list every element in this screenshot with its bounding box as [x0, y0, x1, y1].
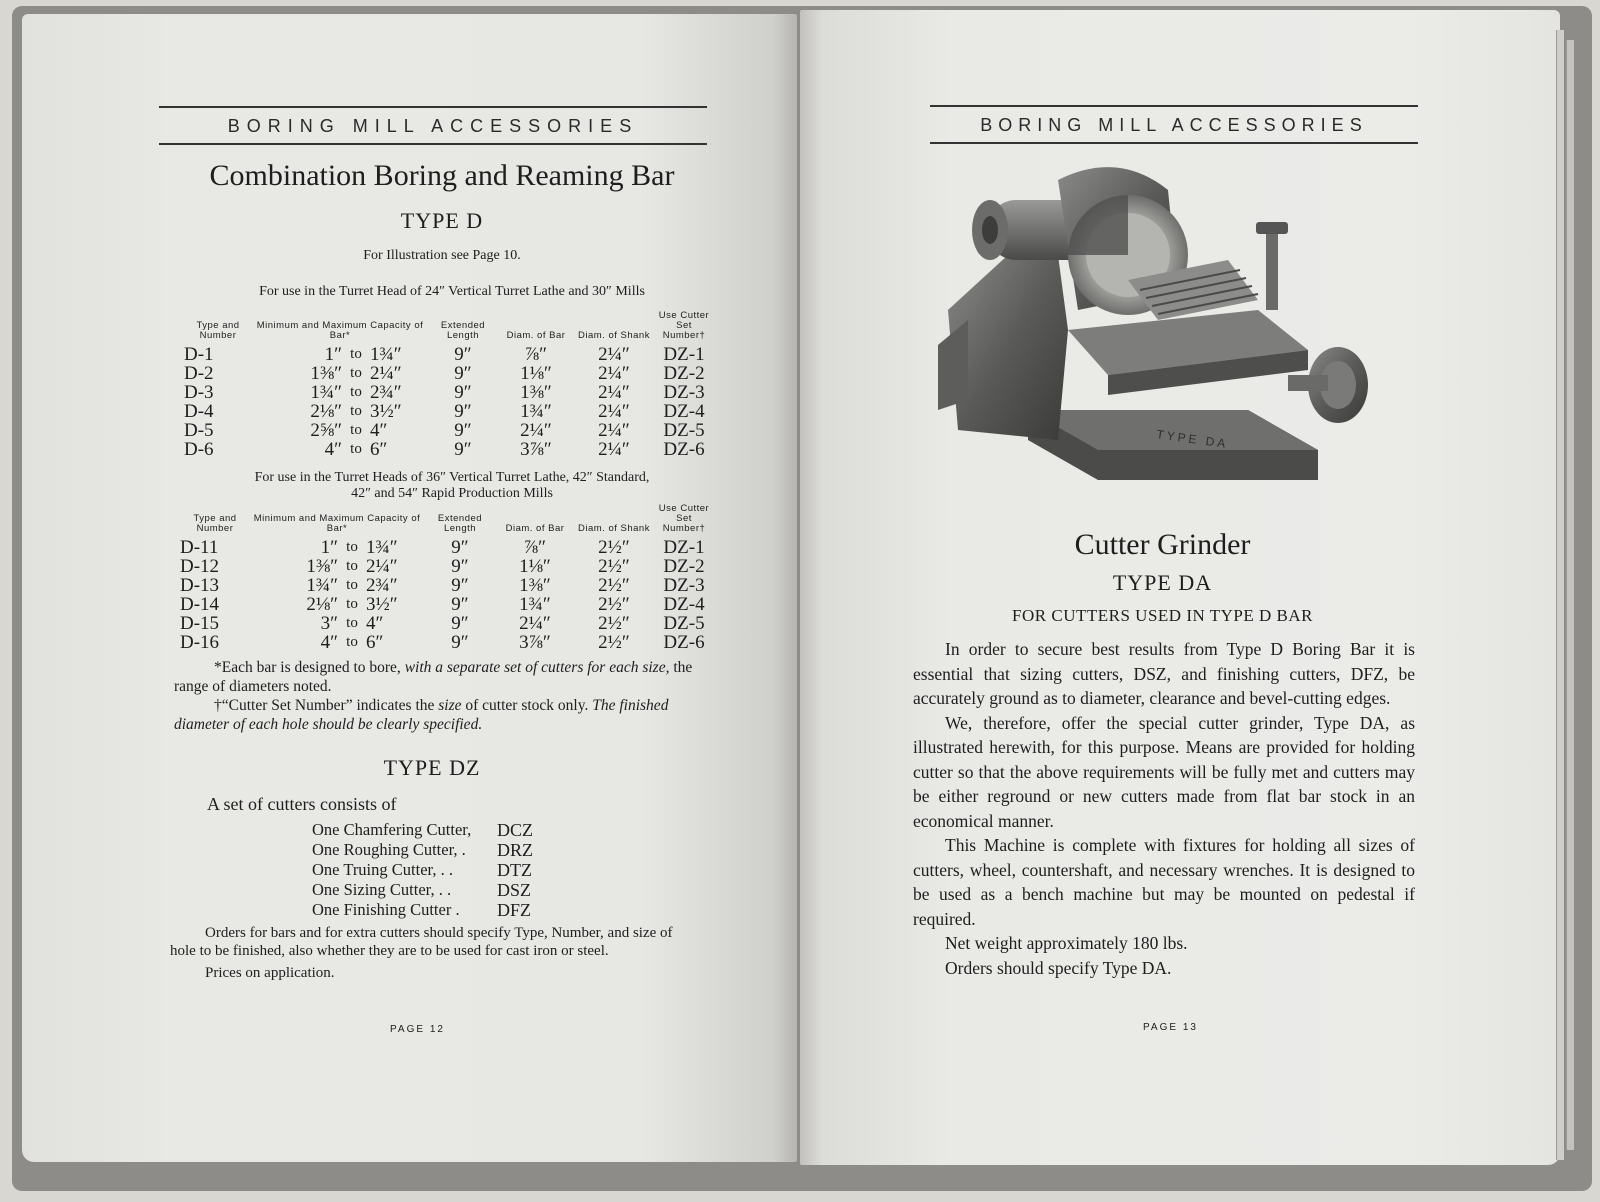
table2-note-line1: For use in the Turret Heads of 36″ Vertical Turret Lathe, 42″ Standard, — [254, 470, 650, 485]
capacity-min: 2⅛″ — [306, 594, 338, 615]
extended-length: 9″ — [451, 594, 469, 615]
extended-length: 9″ — [454, 382, 472, 403]
capacity-min: 1⅜″ — [310, 363, 342, 384]
running-head-right: BORING MILL ACCESSORIES — [930, 105, 1418, 144]
footnotes — [174, 658, 714, 734]
shank-diameter: 2¼″ — [598, 420, 630, 441]
running-head-left: BORING MILL ACCESSORIES — [159, 106, 707, 145]
table2-note-line2: 42″ and 54″ Rapid Production Mills — [351, 486, 553, 501]
type-number: D-2 — [184, 363, 214, 384]
paragraph-offer: We, therefore, offer the special cutter grinder, Type DA, as illustrated herewith, for this purpose. Means are provided for holding cutter so that the above requirements will be fully met and cutters may be either reground or new cutters made from flat bar stock in an economical manner. — [913, 712, 1415, 831]
table-row — [184, 421, 714, 440]
table-row — [184, 440, 714, 459]
header-bar-diam: Diam. of Bar — [505, 523, 565, 534]
capacity-max: 4″ — [370, 420, 388, 441]
type-number: D-15 — [180, 613, 220, 634]
type-number: D-5 — [184, 420, 214, 441]
capacity-min: 1″ — [324, 344, 342, 365]
capacity-min: 1¾″ — [310, 382, 342, 403]
extended-length: 9″ — [451, 556, 469, 577]
table-row — [180, 633, 714, 652]
shank-diameter: 2¼″ — [598, 363, 630, 384]
type-heading-dz: TYPE DZ — [383, 755, 481, 780]
type-number: D-4 — [184, 401, 214, 422]
table-header — [180, 504, 714, 538]
cutter-set-number: DZ-1 — [663, 344, 705, 365]
page-edge — [1556, 30, 1564, 1160]
type-number: D-3 — [184, 382, 214, 403]
cutter-name: One Finishing Cutter . — [312, 900, 460, 919]
subtitle-for-cutters: FOR CUTTERS USED IN TYPE D BAR — [1012, 606, 1313, 625]
type-number: D-14 — [180, 594, 220, 615]
table2-note — [172, 470, 732, 502]
cutter-name: One Chamfering Cutter, — [312, 820, 472, 839]
capacity-min: 1″ — [320, 537, 338, 558]
footnote-cutter-set: †“Cutter Set Number” indicates the size of cutter stock only. The finished diameter of each hole should be clearly specified. — [174, 697, 669, 733]
description-body — [913, 637, 1415, 980]
capacity-to: to — [350, 422, 362, 438]
paragraph-ordering: Orders should specify Type DA. — [945, 957, 1172, 978]
cutter-set-number: DZ-5 — [663, 420, 705, 441]
cutter-code: DRZ — [497, 840, 533, 860]
header-type: Type and Number — [196, 320, 240, 341]
table-row — [184, 383, 714, 402]
capacity-to: to — [346, 634, 358, 650]
type-number: D-16 — [180, 632, 220, 653]
bar-diameter: ⅞″ — [523, 537, 547, 558]
cutter-set-number: DZ-4 — [663, 401, 705, 422]
paragraph-intro: In order to secure best results from Type D Boring Bar it is essential that sizing cutters, DSZ, and finishing cutters, DFZ, be accurately ground as to diameter, clearance and bevel-cutting edges. — [913, 639, 1415, 708]
capacity-to: to — [350, 346, 362, 362]
header-length: Extended Length — [440, 320, 486, 341]
machine-plate: TYPE DA — [1155, 427, 1230, 452]
cutter-set-number: DZ-4 — [663, 594, 705, 615]
shank-diameter: 2½″ — [598, 594, 630, 615]
footnote-capacity: *Each bar is designed to bore, with a separate set of cutters for each size, the range of diameters noted. — [174, 659, 693, 695]
type-heading-d: TYPE D — [400, 208, 484, 233]
spec-table-1 — [184, 311, 714, 459]
cutter-set-number: DZ-3 — [663, 382, 705, 403]
shank-diameter: 2¼″ — [598, 439, 630, 460]
cutter-name: One Roughing Cutter, . — [312, 840, 466, 859]
capacity-max: 1¾″ — [366, 537, 398, 558]
shank-diameter: 2¼″ — [598, 344, 630, 365]
cutter-name: One Sizing Cutter, . . — [312, 880, 452, 899]
cutter-name: One Truing Cutter, . . — [312, 860, 453, 879]
table-row — [180, 576, 714, 595]
bar-diameter: 2¼″ — [519, 613, 551, 634]
cutter-list — [312, 820, 547, 920]
capacity-min: 3″ — [320, 613, 338, 634]
page-edge — [1566, 40, 1574, 1150]
left-page — [22, 14, 797, 1162]
paragraph-fixtures: This Machine is complete with fixtures for holding all sizes of cutters, wheel, countershaft, and necessary wrenches. It is designed to be used as a bench machine but may be mounted on pedestal if required. — [913, 835, 1415, 929]
extended-length: 9″ — [451, 537, 469, 558]
extended-length: 9″ — [451, 632, 469, 653]
capacity-min: 2⅝″ — [310, 420, 342, 441]
capacity-max: 2¾″ — [370, 382, 402, 403]
cutter-list-item — [312, 900, 547, 920]
header-capacity: Minimum and Maximum Capacity of Bar* — [253, 513, 421, 534]
capacity-max: 2¾″ — [366, 575, 398, 596]
cutter-code: DFZ — [497, 900, 532, 920]
cutter-code: DTZ — [497, 860, 532, 880]
cutter-set-number: DZ-2 — [663, 556, 705, 577]
ordering-notes — [170, 924, 682, 982]
page-number-right: PAGE 13 — [1143, 1022, 1198, 1033]
capacity-max: 6″ — [370, 439, 388, 460]
cutter-code: DCZ — [497, 820, 533, 840]
bar-diameter: 3⅞″ — [520, 439, 552, 460]
right-page — [800, 10, 1560, 1165]
capacity-to: to — [350, 403, 362, 419]
cutter-list-item — [312, 860, 547, 880]
prices-text: Prices on application. — [205, 965, 335, 981]
bar-diameter: 3⅞″ — [519, 632, 551, 653]
cutter-list-item — [312, 820, 547, 840]
bar-diameter: 1⅜″ — [520, 382, 552, 403]
extended-length: 9″ — [454, 344, 472, 365]
page-title-left: Combination Boring and Reaming Bar — [209, 159, 675, 192]
paragraph-weight: Net weight approximately 180 lbs. — [945, 933, 1188, 953]
extended-length: 9″ — [454, 439, 472, 460]
extended-length: 9″ — [451, 613, 469, 634]
header-cutter-set: Use Cutter Set Number† — [658, 503, 710, 534]
capacity-max: 2¼″ — [366, 556, 398, 577]
table-header — [184, 311, 714, 345]
table-row — [180, 595, 714, 614]
table1-note: For use in the Turret Head of 24″ Vertical Turret Lathe and 30″ Mills — [259, 284, 645, 299]
capacity-to: to — [346, 615, 358, 631]
header-cutter-set: Use Cutter Set Number† — [658, 310, 710, 341]
capacity-min: 4″ — [320, 632, 338, 653]
table-row — [184, 364, 714, 383]
table-row — [180, 614, 714, 633]
cutter-code: DSZ — [497, 880, 532, 900]
type-number: D-6 — [184, 439, 214, 460]
bar-diameter: 1¾″ — [520, 401, 552, 422]
header-length: Extended Length — [437, 513, 483, 534]
page-number-left: PAGE 12 — [390, 1024, 445, 1035]
cutter-grinder-illustration — [928, 160, 1388, 500]
bar-diameter: ⅞″ — [524, 344, 548, 365]
cutter-set-number: DZ-2 — [663, 363, 705, 384]
bar-diameter: 2¼″ — [520, 420, 552, 441]
type-number: D-12 — [180, 556, 220, 577]
shank-diameter: 2¼″ — [598, 401, 630, 422]
cutter-set-number: DZ-6 — [663, 439, 705, 460]
shank-diameter: 2½″ — [598, 575, 630, 596]
extended-length: 9″ — [454, 363, 472, 384]
header-shank-diam: Diam. of Shank — [578, 330, 650, 341]
bar-diameter: 1¾″ — [519, 594, 551, 615]
illustration-note: For Illustration see Page 10. — [363, 248, 521, 263]
shank-diameter: 2¼″ — [598, 382, 630, 403]
capacity-max: 3½″ — [370, 401, 402, 422]
cutter-set-number: DZ-6 — [663, 632, 705, 653]
extended-length: 9″ — [454, 420, 472, 441]
shank-diameter: 2½″ — [598, 613, 630, 634]
type-number: D-13 — [180, 575, 220, 596]
bar-diameter: 1⅜″ — [519, 575, 551, 596]
capacity-to: to — [346, 539, 358, 555]
extended-length: 9″ — [451, 575, 469, 596]
type-number: D-1 — [184, 344, 214, 365]
header-shank-diam: Diam. of Shank — [578, 523, 650, 534]
capacity-min: 1⅜″ — [306, 556, 338, 577]
page-title-right: Cutter Grinder — [1074, 528, 1251, 561]
capacity-to: to — [350, 365, 362, 381]
table-row — [180, 557, 714, 576]
shank-diameter: 2½″ — [598, 632, 630, 653]
bar-diameter: 1⅛″ — [520, 363, 552, 384]
orders-text: Orders for bars and for extra cutters should specify Type, Number, and size of hole to be finished, also whether they are to be used for cast iron or steel. — [170, 925, 673, 959]
cutter-list-item — [312, 880, 547, 900]
cutter-set-intro: A set of cutters consists of — [207, 794, 397, 814]
cutter-set-number: DZ-1 — [663, 537, 705, 558]
bar-diameter: 1⅛″ — [519, 556, 551, 577]
capacity-to: to — [350, 384, 362, 400]
spec-table-2 — [180, 504, 714, 652]
type-number: D-11 — [180, 537, 219, 558]
capacity-min: 2⅛″ — [310, 401, 342, 422]
capacity-max: 4″ — [366, 613, 384, 634]
cutter-list-item — [312, 840, 547, 860]
table-row — [184, 402, 714, 421]
header-bar-diam: Diam. of Bar — [506, 330, 566, 341]
capacity-min: 1¾″ — [306, 575, 338, 596]
capacity-max: 6″ — [366, 632, 384, 653]
capacity-to: to — [350, 441, 362, 457]
capacity-max: 1¾″ — [370, 344, 402, 365]
table-row — [180, 538, 714, 557]
cutter-set-number: DZ-3 — [663, 575, 705, 596]
shank-diameter: 2½″ — [598, 537, 630, 558]
cutter-set-number: DZ-5 — [663, 613, 705, 634]
capacity-max: 3½″ — [366, 594, 398, 615]
table-row — [184, 345, 714, 364]
capacity-max: 2¼″ — [370, 363, 402, 384]
capacity-min: 4″ — [324, 439, 342, 460]
capacity-to: to — [346, 596, 358, 612]
extended-length: 9″ — [454, 401, 472, 422]
header-type: Type and Number — [193, 513, 237, 534]
capacity-to: to — [346, 577, 358, 593]
capacity-to: to — [346, 558, 358, 574]
header-capacity: Minimum and Maximum Capacity of Bar* — [256, 320, 424, 341]
type-heading-da: TYPE DA — [1112, 570, 1213, 595]
shank-diameter: 2½″ — [598, 556, 630, 577]
